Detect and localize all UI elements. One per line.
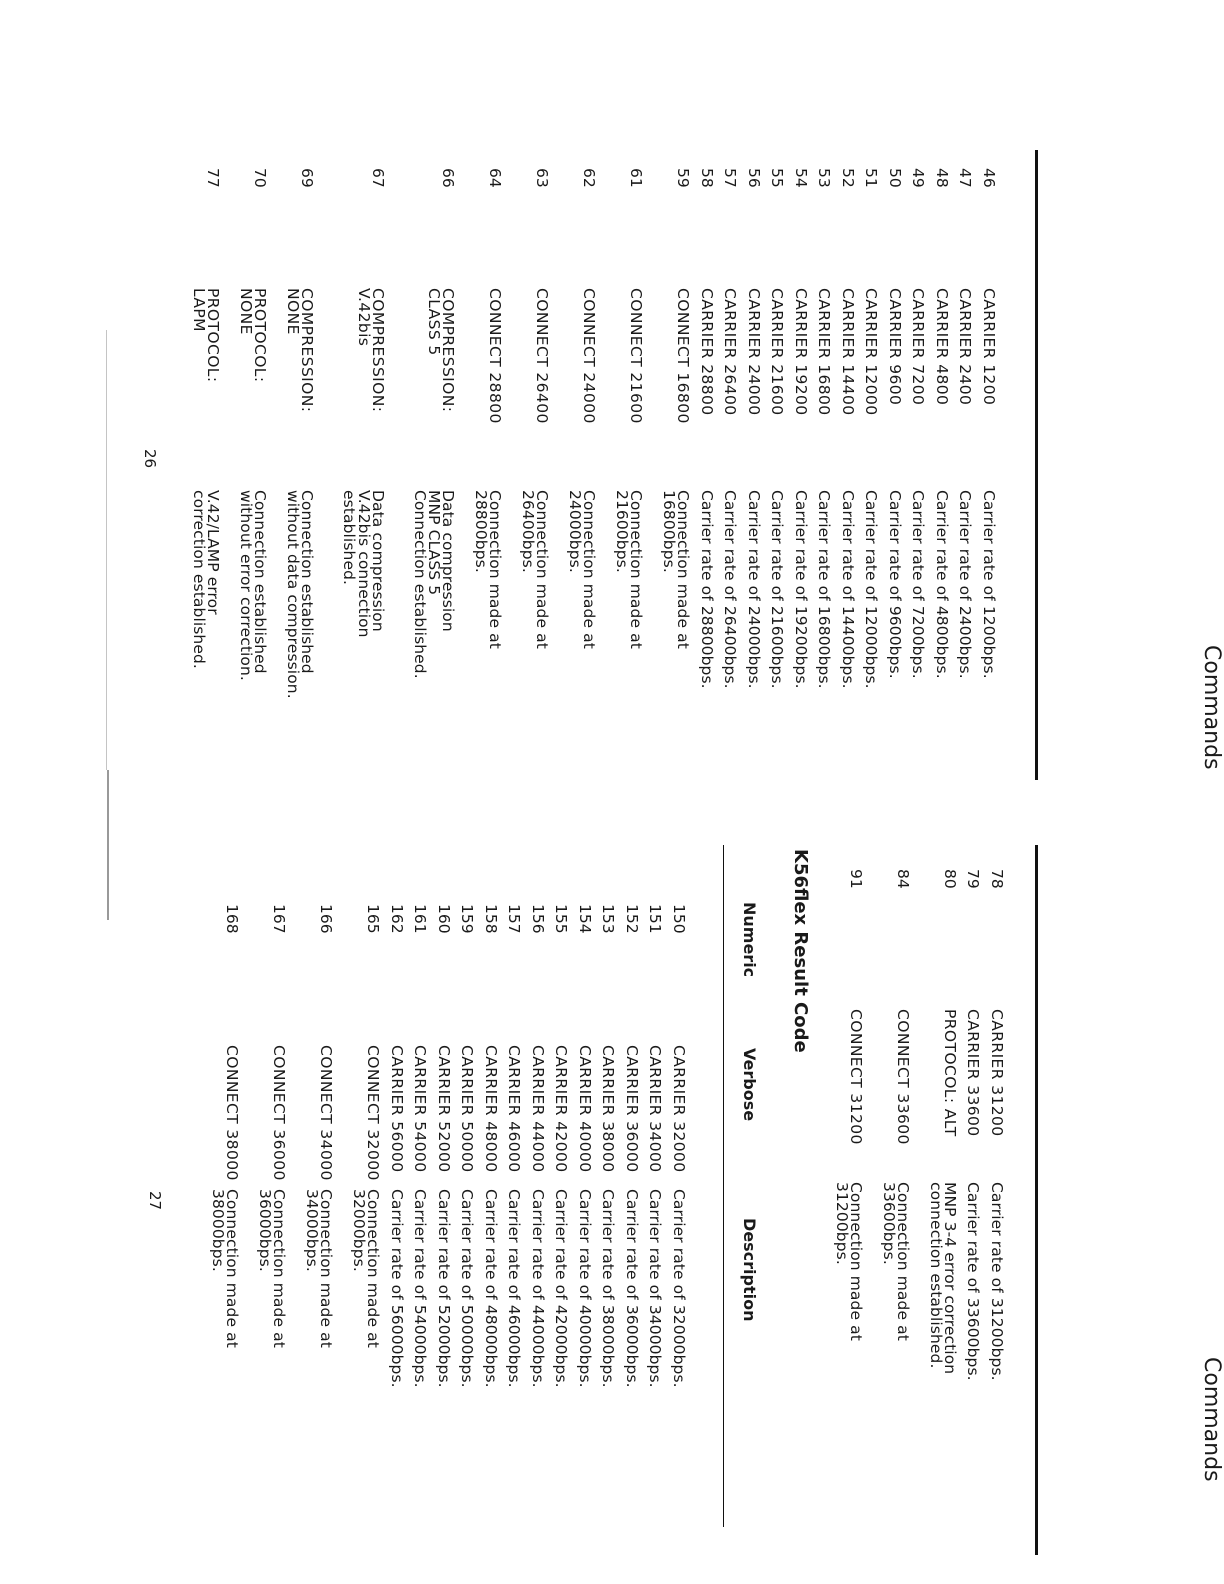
verbose-code: CARRIER 24000: [745, 288, 763, 416]
verbose-code: CARRIER 54000: [411, 1045, 430, 1173]
verbose-code: CARRIER 34000: [646, 1045, 665, 1173]
description-text: Carrier rate of 4800bps.: [933, 490, 951, 679]
numeric-code: 58: [698, 168, 716, 188]
verbose-code: CONNECT 36000: [270, 1045, 289, 1181]
right-page: [0, 800, 1224, 1584]
description-text: Carrier rate of 2400bps.: [956, 490, 975, 679]
numeric-code: 67: [369, 168, 387, 188]
numeric-code: 77: [204, 168, 223, 188]
verbose-code: CARRIER 16800: [815, 288, 834, 416]
numeric-code: 160: [435, 904, 453, 934]
numeric-code: 166: [317, 904, 336, 934]
verbose-code: CONNECT 21600: [627, 288, 646, 424]
left-header-rule: [1035, 150, 1038, 780]
numeric-code: 162: [388, 904, 406, 934]
description-text: Connection made at 31200bps.: [832, 1182, 865, 1341]
verbose-code: CARRIER 19200: [792, 288, 810, 416]
verbose-code: CARRIER 14400: [839, 288, 857, 416]
numeric-code: 84: [894, 869, 912, 889]
verbose-code: CARRIER 31200: [988, 1009, 1006, 1137]
description-text: Carrier rate of 31200bps.: [988, 1182, 1006, 1381]
numeric-code: 49: [909, 168, 928, 188]
numeric-code: 159: [458, 904, 477, 934]
right-header-rule: [1035, 845, 1038, 1555]
description-text: Connection established without data compression.: [284, 490, 317, 699]
description-text: Connection made at 28800bps.: [472, 490, 505, 649]
description-text: Carrier rate of 33600bps.: [964, 1182, 983, 1381]
verbose-code: CONNECT 34000: [317, 1045, 336, 1181]
description-text: Carrier rate of 34000bps.: [646, 1189, 665, 1388]
right-page-header: Commands: [1199, 1357, 1224, 1482]
description-text: Carrier rate of 14400bps.: [839, 490, 857, 689]
verbose-code: CARRIER 50000: [458, 1045, 477, 1173]
verbose-code: CARRIER 36000: [623, 1045, 641, 1173]
numeric-code: 80: [941, 869, 959, 889]
numeric-code: 66: [439, 168, 458, 188]
numeric-code: 64: [486, 168, 505, 188]
numeric-code: 91: [847, 869, 865, 889]
column-header-verbose: Verbose: [740, 1048, 759, 1122]
numeric-code: 56: [745, 168, 763, 188]
description-text: V.42/LAMP error correction established.: [190, 490, 223, 669]
verbose-code: CARRIER 38000: [599, 1045, 618, 1173]
verbose-code: CARRIER 56000: [388, 1045, 406, 1173]
description-text: Connection made at 21600bps.: [613, 490, 646, 649]
verbose-code: CARRIER 12000: [862, 288, 881, 416]
description-text: Carrier rate of 56000bps.: [388, 1189, 406, 1388]
page-number-27: 27: [146, 1191, 164, 1211]
numeric-code: 79: [964, 869, 983, 889]
description-text: Carrier rate of 26400bps.: [721, 490, 740, 689]
numeric-code: 152: [623, 904, 641, 934]
verbose-code: CARRIER 21600: [768, 288, 787, 416]
numeric-code: 52: [839, 168, 857, 188]
numeric-code: 61: [627, 168, 646, 188]
k56flex-header-rule: [723, 845, 724, 1527]
numeric-code: 168: [223, 904, 242, 934]
verbose-code: CARRIER 42000: [552, 1045, 571, 1173]
description-text: Carrier rate of 40000bps.: [576, 1189, 594, 1388]
verbose-code: CARRIER 32000: [670, 1045, 688, 1173]
description-text: Carrier rate of 1200bps.: [980, 490, 998, 679]
description-text: Carrier rate of 21600bps.: [768, 490, 787, 689]
verbose-code: CARRIER 44000: [529, 1045, 547, 1173]
verbose-code: PROTOCOL: NONE: [237, 288, 270, 383]
verbose-code: CONNECT 28800: [486, 288, 505, 424]
numeric-code: 161: [411, 904, 430, 934]
k56flex-section-title: K56flex Result Code: [790, 849, 811, 1053]
numeric-code: 154: [576, 904, 594, 934]
description-text: Carrier rate of 38000bps.: [599, 1189, 618, 1388]
description-text: Carrier rate of 50000bps.: [458, 1189, 477, 1388]
numeric-code: 153: [599, 904, 618, 934]
verbose-code: CARRIER 46000: [505, 1045, 524, 1173]
description-text: Carrier rate of 32000bps.: [670, 1189, 688, 1388]
description-text: Connection made at 24000bps.: [566, 490, 599, 649]
page-number-26: 26: [141, 449, 159, 469]
verbose-code: PROTOCOL: ALT: [941, 1009, 959, 1137]
description-text: Carrier rate of 7200bps.: [909, 490, 928, 679]
verbose-code: CARRIER 28800: [698, 288, 716, 416]
description-text: MNP 3-4 error correction connection established.: [926, 1182, 959, 1375]
verbose-code: CONNECT 24000: [580, 288, 599, 424]
verbose-code: CARRIER 48000: [482, 1045, 500, 1173]
verbose-code: CARRIER 4800: [933, 288, 951, 406]
numeric-code: 48: [933, 168, 951, 188]
numeric-code: 55: [768, 168, 787, 188]
numeric-code: 151: [646, 904, 665, 934]
numeric-code: 54: [792, 168, 810, 188]
verbose-code: CONNECT 38000: [223, 1045, 242, 1181]
verbose-code: CONNECT 31200: [847, 1009, 865, 1145]
verbose-code: CONNECT 32000: [364, 1045, 383, 1181]
verbose-code: CARRIER 40000: [576, 1045, 594, 1173]
numeric-code: 51: [862, 168, 881, 188]
verbose-code: CARRIER 9600: [886, 288, 904, 406]
description-text: Carrier rate of 54000bps.: [411, 1189, 430, 1388]
verbose-code: CONNECT 33600: [894, 1009, 912, 1145]
column-header-numeric: Numeric: [740, 902, 759, 978]
numeric-code: 158: [482, 904, 500, 934]
numeric-code: 165: [364, 904, 383, 934]
numeric-code: 150: [670, 904, 688, 934]
description-text: Carrier rate of 36000bps.: [623, 1189, 641, 1388]
scan-gutter-shadow-faint: [106, 330, 107, 770]
description-text: Carrier rate of 28800bps.: [698, 490, 716, 689]
verbose-code: CARRIER 26400: [721, 288, 740, 416]
verbose-code: CONNECT 26400: [533, 288, 552, 424]
verbose-code: COMPRESSION: CLASS 5: [425, 288, 458, 413]
description-text: Connection made at 36000bps.: [256, 1189, 289, 1348]
numeric-code: 50: [886, 168, 904, 188]
numeric-code: 62: [580, 168, 599, 188]
numeric-code: 155: [552, 904, 571, 934]
verbose-code: CARRIER 52000: [435, 1045, 453, 1173]
numeric-code: 167: [270, 904, 289, 934]
description-text: Carrier rate of 44000bps.: [529, 1189, 547, 1388]
description-text: Carrier rate of 12000bps.: [862, 490, 881, 689]
scan-gutter-shadow: [107, 770, 109, 920]
description-text: Carrier rate of 24000bps.: [745, 490, 763, 689]
verbose-code: COMPRESSION: V.42bis: [354, 288, 387, 413]
description-text: Carrier rate of 42000bps.: [552, 1189, 571, 1388]
description-text: Carrier rate of 52000bps.: [435, 1189, 453, 1388]
description-text: Carrier rate of 19200bps.: [792, 490, 810, 689]
verbose-code: CONNECT 16800: [674, 288, 693, 424]
numeric-code: 69: [298, 168, 317, 188]
description-text: Carrier rate of 46000bps.: [505, 1189, 524, 1388]
numeric-code: 156: [529, 904, 547, 934]
left-page-header: Commands: [1199, 645, 1224, 770]
verbose-code: COMPRESSION: NONE: [284, 288, 317, 413]
numeric-code: 63: [533, 168, 552, 188]
verbose-code: CARRIER 1200: [980, 288, 998, 406]
description-text: Carrier rate of 48000bps.: [482, 1189, 500, 1388]
description-text: Carrier rate of 9600bps.: [886, 490, 904, 679]
description-text: Connection made at 34000bps.: [303, 1189, 336, 1348]
numeric-code: 57: [721, 168, 740, 188]
description-text: Connection established without error correction.: [237, 490, 270, 681]
numeric-code: 59: [674, 168, 693, 188]
verbose-code: CARRIER 2400: [956, 288, 975, 406]
description-text: Connection made at 38000bps.: [209, 1189, 242, 1348]
description-text: Carrier rate of 16800bps.: [815, 490, 834, 689]
verbose-code: CARRIER 7200: [909, 288, 928, 406]
description-text: Data compression V.42bis connection established.: [340, 490, 387, 638]
description-text: Connection made at 16800bps.: [660, 490, 693, 649]
description-text: Connection made at 26400bps.: [519, 490, 552, 649]
verbose-code: CARRIER 33600: [964, 1009, 983, 1137]
numeric-code: 46: [980, 168, 998, 188]
verbose-code: PROTOCOL: LAPM: [190, 288, 223, 383]
numeric-code: 53: [815, 168, 834, 188]
description-text: Data compression MNP CLASS 5 Connection established.: [410, 490, 458, 679]
numeric-code: 78: [988, 869, 1006, 889]
description-text: Connection made at 33600bps.: [879, 1182, 912, 1341]
numeric-code: 47: [956, 168, 975, 188]
numeric-code: 157: [505, 904, 524, 934]
description-text: Connection made at 32000bps.: [350, 1189, 383, 1348]
numeric-code: 70: [251, 168, 270, 188]
column-header-description: Description: [740, 1218, 759, 1322]
